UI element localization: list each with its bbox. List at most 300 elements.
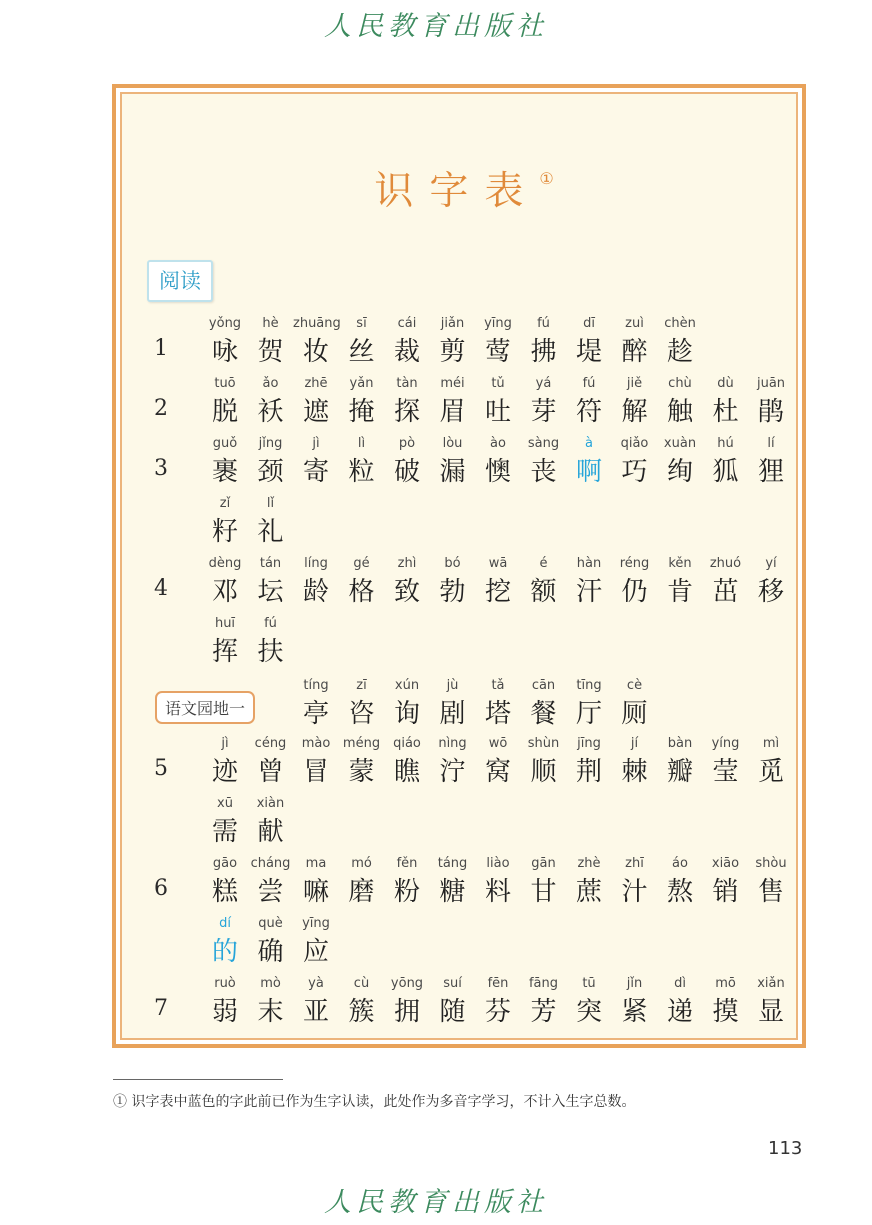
pinyin: áo (672, 856, 688, 871)
pinyin: dí (219, 916, 231, 931)
character-cell (521, 314, 567, 370)
pinyin: xuàn (663, 436, 697, 451)
pinyin: zǐ (219, 496, 231, 511)
hanzi: 的 (211, 937, 238, 967)
hanzi: 摸 (712, 997, 739, 1027)
pinyin: tǎ (491, 678, 505, 693)
character-cell (748, 854, 794, 910)
hanzi: 解 (621, 397, 648, 427)
hanzi: 甘 (530, 877, 557, 907)
character-cell (657, 314, 703, 370)
character-row (122, 434, 806, 494)
pinyin: fú (264, 616, 277, 631)
pinyin: gān (531, 856, 556, 871)
pinyin: tán (259, 556, 282, 571)
pinyin: zhuāng (293, 316, 341, 331)
character-cell (339, 676, 385, 732)
character-cell (202, 314, 248, 370)
hanzi: 糕 (211, 877, 238, 907)
hanzi: 末 (257, 997, 284, 1027)
character-cell (384, 974, 430, 1030)
pinyin: jiě (626, 376, 643, 391)
character-cell (293, 314, 339, 370)
hanzi: 格 (348, 577, 375, 607)
pinyin: xiǎn (757, 976, 785, 991)
hanzi: 醉 (621, 337, 648, 367)
character-cell (202, 794, 248, 850)
pinyin: zhì (397, 556, 417, 571)
pinyin: sàng (527, 436, 560, 451)
character-cell (248, 554, 294, 610)
character-cell (612, 314, 658, 370)
character-cell (475, 554, 521, 610)
character-cell (430, 374, 476, 430)
character-cell (384, 554, 430, 610)
pinyin: yīng (484, 316, 512, 331)
character-cell (703, 854, 749, 910)
pinyin: mì (762, 736, 780, 751)
pinyin: huī (214, 616, 236, 631)
pinyin: bó (444, 556, 461, 571)
pinyin: gé (353, 556, 370, 571)
section-tag-reading: 阅读 (147, 260, 213, 302)
hanzi: 确 (257, 937, 284, 967)
pinyin: méng (342, 736, 381, 751)
pinyin: yǒng (208, 316, 242, 331)
footnote: ① 识字表中蓝色的字此前已作为生字认读，此处作为多音字学习，不计入生字总数。 (113, 1094, 636, 1110)
hanzi: 需 (211, 817, 238, 847)
character-cell (339, 854, 385, 910)
pinyin: tīng (576, 678, 602, 693)
character-cell (248, 314, 294, 370)
pinyin: jì (221, 736, 229, 751)
pinyin: ào (490, 436, 506, 451)
pinyin: pò (398, 436, 416, 451)
hanzi: 坛 (257, 577, 284, 607)
character-cell (248, 974, 294, 1030)
character-cell (521, 734, 567, 790)
hanzi: 献 (257, 817, 284, 847)
character-cell (521, 854, 567, 910)
pinyin: hú (717, 436, 734, 451)
hanzi: 剪 (439, 337, 466, 367)
character-row (122, 794, 806, 854)
hanzi: 茁 (712, 577, 739, 607)
hanzi: 邓 (211, 577, 238, 607)
pinyin: dèng (208, 556, 242, 571)
character-cell (248, 854, 294, 910)
hanzi: 莺 (484, 337, 511, 367)
hanzi: 瞧 (393, 757, 420, 787)
hanzi: 巧 (621, 457, 648, 487)
character-cell (248, 374, 294, 430)
character-cell (339, 734, 385, 790)
character-row (122, 854, 806, 914)
hanzi: 亚 (302, 997, 329, 1027)
pinyin: mó (351, 856, 372, 871)
hanzi: 塔 (484, 699, 511, 729)
hanzi: 致 (393, 577, 420, 607)
character-cell (566, 974, 612, 1030)
pinyin: hè (262, 316, 279, 331)
row-number: 6 (154, 876, 168, 901)
hanzi: 窝 (484, 757, 511, 787)
pinyin: zuì (625, 316, 644, 331)
character-cell (475, 974, 521, 1030)
hanzi: 寄 (302, 457, 329, 487)
pinyin: mào (301, 736, 331, 751)
hanzi: 鹃 (757, 397, 784, 427)
hanzi: 咨 (348, 699, 375, 729)
pinyin: zhī (625, 856, 644, 871)
character-cell (657, 374, 703, 430)
pinyin: dī (583, 316, 595, 331)
pinyin: yōng (390, 976, 424, 991)
hanzi: 芽 (530, 397, 557, 427)
pinyin: nìng (438, 736, 467, 751)
character-cell (566, 676, 612, 732)
hanzi: 汁 (621, 877, 648, 907)
pinyin: réng (619, 556, 650, 571)
pinyin: xū (217, 796, 233, 811)
character-cell (248, 494, 294, 550)
pinyin: mò (260, 976, 281, 991)
hanzi: 蒙 (348, 757, 375, 787)
pinyin: shòu (755, 856, 787, 871)
character-cell (202, 914, 248, 970)
character-row (122, 974, 806, 1034)
pinyin: chù (668, 376, 692, 391)
pinyin: xún (394, 678, 420, 693)
pinyin: fěn (396, 856, 418, 871)
pinyin: lǐ (266, 496, 275, 511)
pinyin: jì (312, 436, 320, 451)
title-footnote-mark: ① (539, 169, 554, 188)
character-cell (566, 854, 612, 910)
hanzi: 狸 (757, 457, 784, 487)
hanzi: 曾 (257, 757, 284, 787)
hanzi: 挖 (484, 577, 511, 607)
pinyin: cù (353, 976, 370, 991)
character-cell (293, 914, 339, 970)
hanzi: 挥 (211, 637, 238, 667)
hanzi: 递 (666, 997, 693, 1027)
publisher-logo-top: 人民教育出版社 (324, 11, 548, 42)
character-cell (657, 554, 703, 610)
hanzi: 紧 (621, 997, 648, 1027)
pinyin: hàn (576, 556, 602, 571)
pinyin: suí (443, 976, 462, 991)
hanzi: 瓣 (666, 757, 693, 787)
hanzi: 丧 (530, 457, 557, 487)
pinyin: lòu (442, 436, 463, 451)
hanzi: 显 (757, 997, 784, 1027)
pinyin: wā (488, 556, 508, 571)
character-cell (475, 734, 521, 790)
hanzi: 询 (393, 699, 420, 729)
character-cell (384, 854, 430, 910)
pinyin: wō (488, 736, 508, 751)
hanzi: 遮 (302, 397, 329, 427)
hanzi: 销 (712, 877, 739, 907)
character-row (122, 374, 806, 434)
pinyin: jí (630, 736, 639, 751)
pinyin: tuō (214, 376, 236, 391)
character-cell (202, 494, 248, 550)
pinyin: fēn (487, 976, 509, 991)
row-number: 4 (154, 576, 168, 601)
character-row (122, 314, 806, 374)
pinyin: céng (254, 736, 287, 751)
hanzi: 趁 (666, 337, 693, 367)
character-cell (384, 314, 430, 370)
character-cell (657, 974, 703, 1030)
hanzi: 裹 (211, 457, 238, 487)
character-cell (339, 374, 385, 430)
pinyin: què (258, 916, 283, 931)
hanzi: 拥 (393, 997, 420, 1027)
pinyin: é (539, 556, 548, 571)
character-cell (248, 914, 294, 970)
character-row (122, 676, 806, 736)
pinyin: zhuó (709, 556, 742, 571)
pinyin: líng (304, 556, 328, 571)
character-cell (703, 434, 749, 490)
pinyin: táng (437, 856, 468, 871)
character-cell (430, 554, 476, 610)
pinyin: yà (308, 976, 324, 991)
character-cell (384, 676, 430, 732)
pinyin: kěn (668, 556, 692, 571)
character-cell (521, 374, 567, 430)
character-cell (566, 314, 612, 370)
hanzi: 妆 (302, 337, 329, 367)
hanzi: 芬 (484, 997, 511, 1027)
character-cell (430, 734, 476, 790)
character-cell (339, 974, 385, 1030)
character-cell (384, 734, 430, 790)
pinyin: qiǎo (620, 436, 649, 451)
pinyin: mō (715, 976, 736, 991)
pinyin: ruò (214, 976, 236, 991)
hanzi: 棘 (621, 757, 648, 787)
hanzi: 丝 (348, 337, 375, 367)
hanzi: 啊 (575, 457, 602, 487)
hanzi: 扶 (257, 637, 284, 667)
character-cell (521, 974, 567, 1030)
hanzi: 贺 (257, 337, 284, 367)
character-cell (657, 734, 703, 790)
hanzi: 咏 (211, 337, 238, 367)
hanzi: 汗 (575, 577, 602, 607)
page-title: 识字表① (374, 169, 554, 214)
hanzi: 荆 (575, 757, 602, 787)
character-cell (248, 734, 294, 790)
pinyin: fú (582, 376, 596, 391)
character-cell (748, 434, 794, 490)
hanzi: 剧 (439, 699, 466, 729)
character-cell (293, 854, 339, 910)
pinyin: à (585, 436, 593, 451)
pinyin: bàn (667, 736, 693, 751)
pinyin: tū (582, 976, 596, 991)
character-cell (566, 734, 612, 790)
character-cell (430, 974, 476, 1030)
hanzi: 芳 (530, 997, 557, 1027)
character-cell (339, 434, 385, 490)
literacy-table-panel (120, 92, 798, 1040)
character-cell (248, 434, 294, 490)
hanzi: 熬 (666, 877, 693, 907)
hanzi: 探 (393, 397, 420, 427)
hanzi: 簇 (348, 997, 375, 1027)
character-cell (293, 374, 339, 430)
hanzi: 随 (439, 997, 466, 1027)
row-number: 1 (154, 336, 168, 361)
pinyin: fāng (528, 976, 559, 991)
character-cell (748, 734, 794, 790)
hanzi: 料 (484, 877, 511, 907)
hanzi: 蔗 (575, 877, 602, 907)
row-number: 3 (154, 456, 168, 481)
character-cell (566, 434, 612, 490)
pinyin: tǔ (491, 376, 505, 391)
pinyin: xiāo (711, 856, 740, 871)
hanzi: 触 (666, 397, 693, 427)
character-cell (475, 854, 521, 910)
hanzi: 狐 (712, 457, 739, 487)
publisher-logo-bottom: 人民教育出版社 (324, 1187, 548, 1218)
pinyin: tíng (303, 678, 329, 693)
character-cell (612, 676, 658, 732)
hanzi: 餐 (530, 699, 557, 729)
character-cell (612, 374, 658, 430)
character-cell (293, 676, 339, 732)
hanzi: 破 (393, 457, 420, 487)
character-cell (202, 374, 248, 430)
character-cell (293, 974, 339, 1030)
character-row (122, 734, 806, 794)
character-cell (202, 434, 248, 490)
character-row (122, 614, 806, 674)
hanzi: 吐 (484, 397, 511, 427)
character-cell (339, 554, 385, 610)
character-cell (703, 554, 749, 610)
hanzi: 冒 (302, 757, 329, 787)
hanzi: 懊 (484, 457, 511, 487)
pinyin: méi (440, 376, 465, 391)
hanzi: 勃 (439, 577, 466, 607)
pinyin: dù (717, 376, 734, 391)
hanzi: 售 (757, 877, 784, 907)
pinyin: jǐng (258, 436, 283, 451)
hanzi: 粉 (393, 877, 420, 907)
hanzi: 顺 (530, 757, 557, 787)
character-cell (748, 974, 794, 1030)
character-cell (612, 434, 658, 490)
character-cell (475, 374, 521, 430)
character-cell (293, 554, 339, 610)
hanzi: 眉 (439, 397, 466, 427)
pinyin: yǎn (349, 376, 374, 391)
hanzi: 漏 (439, 457, 466, 487)
character-cell (521, 434, 567, 490)
character-cell (293, 434, 339, 490)
hanzi: 亭 (302, 699, 329, 729)
pinyin: dì (674, 976, 686, 991)
hanzi: 掩 (348, 397, 375, 427)
character-cell (612, 554, 658, 610)
pinyin: chèn (664, 316, 696, 331)
character-cell (475, 434, 521, 490)
character-cell (202, 554, 248, 610)
hanzi: 礼 (257, 517, 284, 547)
hanzi: 应 (302, 937, 329, 967)
pinyin: jiǎn (440, 316, 465, 331)
character-cell (703, 734, 749, 790)
character-cell (748, 554, 794, 610)
hanzi: 厅 (575, 699, 602, 729)
hanzi: 脱 (211, 397, 238, 427)
pinyin: shùn (527, 736, 560, 751)
character-cell (566, 374, 612, 430)
character-row (122, 554, 806, 614)
character-cell (703, 974, 749, 1030)
pinyin: gāo (212, 856, 238, 871)
character-cell (430, 434, 476, 490)
character-cell (202, 974, 248, 1030)
pinyin: zī (356, 678, 367, 693)
row-number: 7 (154, 996, 168, 1021)
hanzi: 粒 (348, 457, 375, 487)
character-cell (430, 676, 476, 732)
pinyin: cái (397, 316, 417, 331)
hanzi: 龄 (302, 577, 329, 607)
character-cell (748, 374, 794, 430)
character-cell (430, 314, 476, 370)
hanzi: 裁 (393, 337, 420, 367)
pinyin: jù (446, 678, 459, 693)
hanzi: 嘛 (302, 877, 329, 907)
hanzi: 杜 (712, 397, 739, 427)
pinyin: jīng (577, 736, 601, 751)
pinyin: ǎo (262, 376, 279, 391)
character-cell (339, 314, 385, 370)
pinyin: guǒ (212, 436, 238, 451)
page-number: 113 (768, 1138, 803, 1159)
character-cell (612, 974, 658, 1030)
pinyin: yīng (302, 916, 330, 931)
pinyin: juān (756, 376, 786, 391)
hanzi: 莹 (712, 757, 739, 787)
character-cell (384, 434, 430, 490)
pinyin: sī (356, 316, 367, 331)
pinyin: qiáo (393, 736, 421, 751)
hanzi: 突 (575, 997, 602, 1027)
hanzi: 颈 (257, 457, 284, 487)
hanzi: 堤 (575, 337, 602, 367)
hanzi: 额 (530, 577, 557, 607)
pinyin: zhè (577, 856, 601, 871)
pinyin: liào (486, 856, 510, 871)
literacy-table-frame (112, 84, 806, 1048)
hanzi: 仍 (621, 577, 648, 607)
character-cell (657, 854, 703, 910)
hanzi: 觅 (757, 757, 784, 787)
footnote-divider (113, 1079, 283, 1080)
character-cell (475, 676, 521, 732)
character-cell (612, 854, 658, 910)
